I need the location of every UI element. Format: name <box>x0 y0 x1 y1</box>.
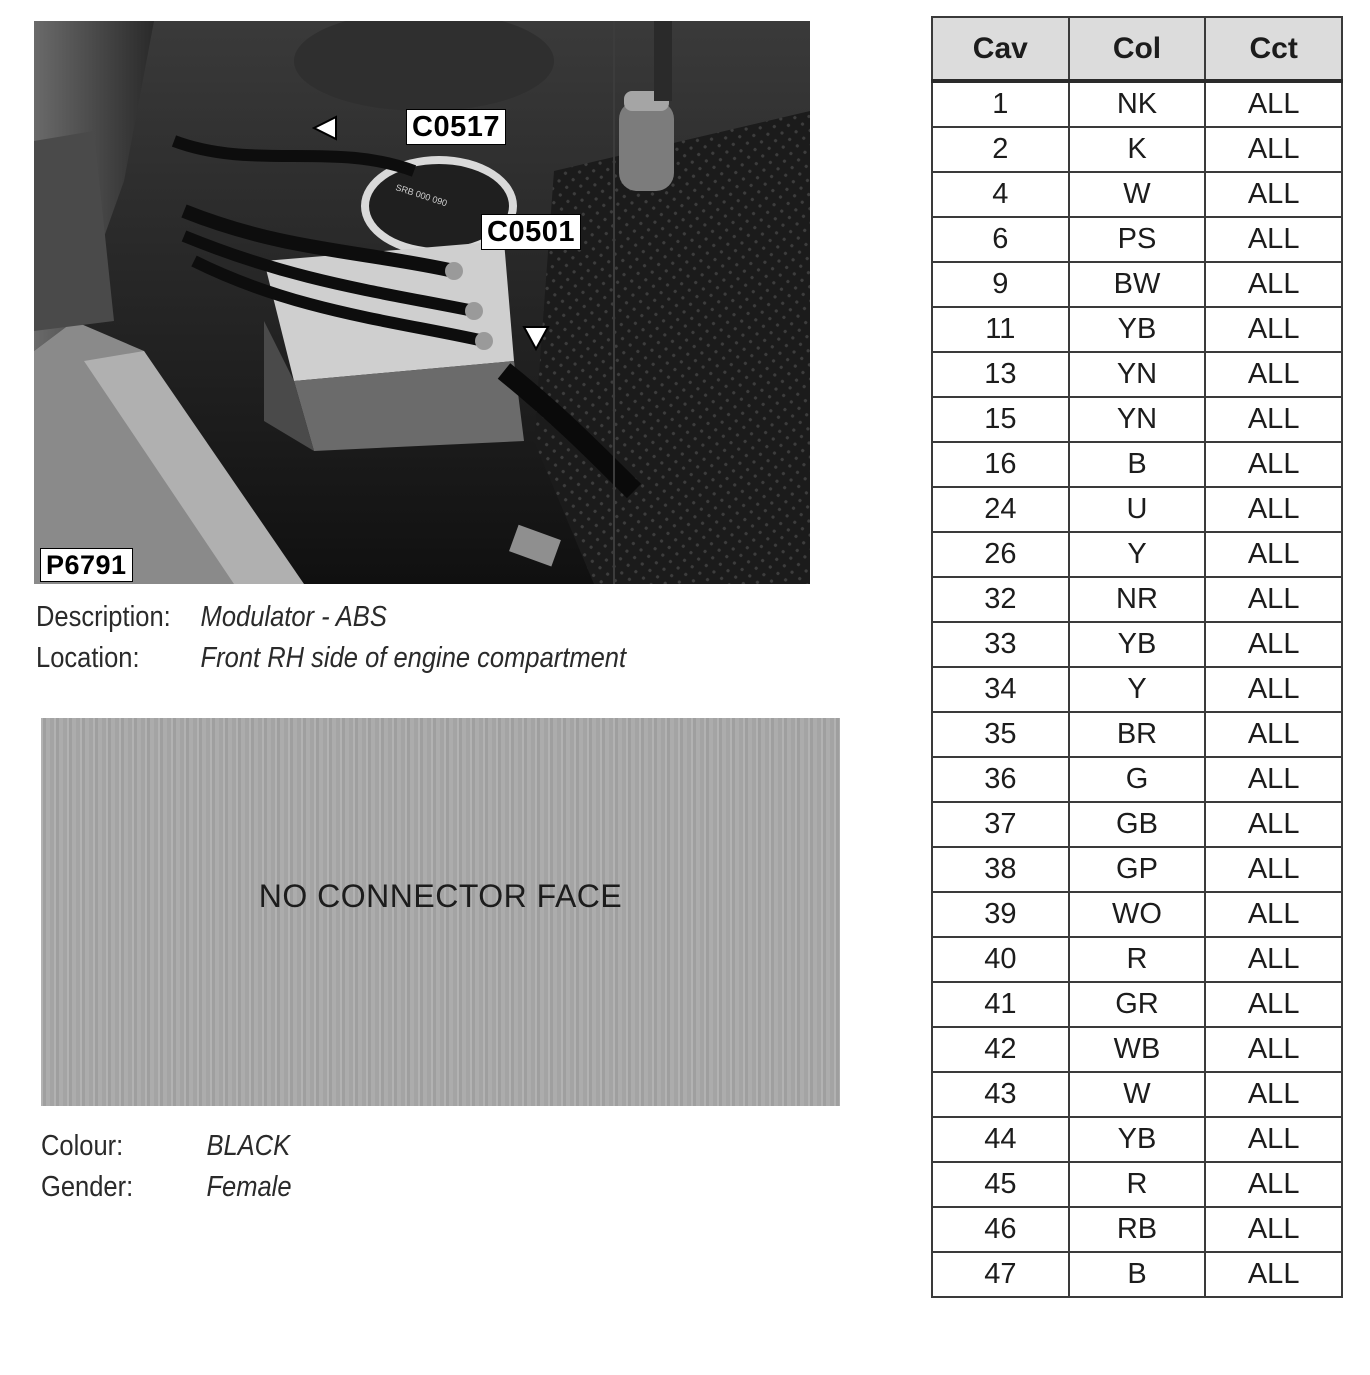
table-row <box>932 397 1342 442</box>
cavity-cell: 42 <box>932 1027 1069 1072</box>
table-row <box>932 127 1342 172</box>
wire-colour-cell: GR <box>1069 982 1206 1027</box>
description-value: Modulator - ABS <box>200 601 387 633</box>
cavity-cell: 33 <box>932 622 1069 667</box>
table-row <box>932 487 1342 532</box>
circuit-cell: ALL <box>1205 397 1342 442</box>
circuit-cell: ALL <box>1205 1252 1342 1297</box>
table-row <box>932 892 1342 937</box>
circuit-cell: ALL <box>1205 172 1342 217</box>
circuit-cell: ALL <box>1205 802 1342 847</box>
wire-colour-cell: PS <box>1069 217 1206 262</box>
wire-colour-cell: WB <box>1069 1027 1206 1072</box>
gender-label: Gender: <box>41 1171 134 1203</box>
cavity-cell: 37 <box>932 802 1069 847</box>
table-row <box>932 1207 1342 1252</box>
circuit-cell: ALL <box>1205 487 1342 532</box>
circuit-cell: ALL <box>1205 757 1342 802</box>
circuit-cell: ALL <box>1205 1207 1342 1252</box>
table-row <box>932 622 1342 667</box>
wire-colour-cell: G <box>1069 757 1206 802</box>
cavity-cell: 41 <box>932 982 1069 1027</box>
photo-reference-label: P6791 <box>40 548 133 582</box>
table-row <box>932 1252 1342 1297</box>
wire-colour-cell: RB <box>1069 1207 1206 1252</box>
cavity-cell: 44 <box>932 1117 1069 1162</box>
cavity-cell: 45 <box>932 1162 1069 1207</box>
location-label: Location: <box>36 642 140 674</box>
circuit-cell: ALL <box>1205 892 1342 937</box>
connector-face-text: NO CONNECTOR FACE <box>258 878 623 914</box>
circuit-cell: ALL <box>1205 217 1342 262</box>
wire-colour-cell: YB <box>1069 622 1206 667</box>
table-row <box>932 712 1342 757</box>
wire-colour-cell: YB <box>1069 307 1206 352</box>
connector-callout-c0517: C0517 <box>406 109 506 145</box>
wire-colour-cell: B <box>1069 1252 1206 1297</box>
cavity-cell: 9 <box>932 262 1069 307</box>
circuit-cell: ALL <box>1205 352 1342 397</box>
cavity-cell: 24 <box>932 487 1069 532</box>
cavity-cell: 32 <box>932 577 1069 622</box>
component-info <box>36 597 626 679</box>
component-location-photo <box>34 21 810 584</box>
table-row <box>932 217 1342 262</box>
location-value: Front RH side of engine compartment <box>200 642 627 674</box>
wire-colour-cell: R <box>1069 937 1206 982</box>
description-row <box>36 597 626 638</box>
cavity-cell: 40 <box>932 937 1069 982</box>
table-row <box>932 172 1342 217</box>
pinout-table <box>931 16 1343 1298</box>
wire-colour-cell: Y <box>1069 532 1206 577</box>
colour-label: Colour: <box>41 1130 124 1162</box>
c0501-pointer-icon <box>521 324 551 352</box>
cavity-cell: 6 <box>932 217 1069 262</box>
cavity-cell: 35 <box>932 712 1069 757</box>
table-row <box>932 352 1342 397</box>
circuit-cell: ALL <box>1205 1027 1342 1072</box>
cavity-cell: 39 <box>932 892 1069 937</box>
connector-callout-c0501: C0501 <box>481 214 581 250</box>
table-header-row <box>932 17 1342 81</box>
table-row <box>932 442 1342 487</box>
cavity-cell: 34 <box>932 667 1069 712</box>
circuit-cell: ALL <box>1205 1162 1342 1207</box>
description-label: Description: <box>36 601 171 633</box>
wire-colour-cell: YN <box>1069 352 1206 397</box>
wire-colour-cell: NR <box>1069 577 1206 622</box>
gender-row <box>41 1167 292 1208</box>
cavity-cell: 47 <box>932 1252 1069 1297</box>
wire-colour-cell: U <box>1069 487 1206 532</box>
wire-colour-cell: W <box>1069 1072 1206 1117</box>
connector-face-panel <box>41 718 840 1106</box>
table-row <box>932 81 1342 127</box>
wire-colour-cell: YB <box>1069 1117 1206 1162</box>
cavity-cell: 15 <box>932 397 1069 442</box>
cavity-cell: 38 <box>932 847 1069 892</box>
header-col: Col <box>1069 17 1206 81</box>
table-row <box>932 1162 1342 1207</box>
cavity-cell: 11 <box>932 307 1069 352</box>
cavity-cell: 13 <box>932 352 1069 397</box>
location-row <box>36 638 626 679</box>
wire-colour-cell: YN <box>1069 397 1206 442</box>
cavity-cell: 46 <box>932 1207 1069 1252</box>
cavity-cell: 2 <box>932 127 1069 172</box>
circuit-cell: ALL <box>1205 667 1342 712</box>
table-row <box>932 532 1342 577</box>
circuit-cell: ALL <box>1205 622 1342 667</box>
table-row <box>932 847 1342 892</box>
wire-colour-cell: K <box>1069 127 1206 172</box>
header-cav: Cav <box>932 17 1069 81</box>
table-row <box>932 937 1342 982</box>
circuit-cell: ALL <box>1205 847 1342 892</box>
table-row <box>932 1027 1342 1072</box>
cavity-cell: 36 <box>932 757 1069 802</box>
wire-colour-cell: NK <box>1069 81 1206 127</box>
pinout-table-body <box>932 81 1342 1297</box>
table-row <box>932 307 1342 352</box>
table-row <box>932 577 1342 622</box>
engine-bay-photo-illustration <box>34 21 810 584</box>
wire-colour-cell: GP <box>1069 847 1206 892</box>
table-row <box>932 757 1342 802</box>
table-row <box>932 982 1342 1027</box>
circuit-cell: ALL <box>1205 1072 1342 1117</box>
c0517-pointer-icon <box>312 114 340 142</box>
table-row <box>932 1072 1342 1117</box>
table-row <box>932 262 1342 307</box>
connector-info <box>41 1126 292 1208</box>
table-row <box>932 802 1342 847</box>
cavity-cell: 16 <box>932 442 1069 487</box>
svg-text:SRB 000 090: SRB 000 090 <box>394 182 449 209</box>
circuit-cell: ALL <box>1205 442 1342 487</box>
circuit-cell: ALL <box>1205 982 1342 1027</box>
wire-colour-cell: W <box>1069 172 1206 217</box>
circuit-cell: ALL <box>1205 307 1342 352</box>
wire-colour-cell: GB <box>1069 802 1206 847</box>
colour-value: BLACK <box>206 1130 291 1162</box>
wire-colour-cell: WO <box>1069 892 1206 937</box>
wire-colour-cell: BW <box>1069 262 1206 307</box>
wire-colour-cell: B <box>1069 442 1206 487</box>
circuit-cell: ALL <box>1205 532 1342 577</box>
circuit-cell: ALL <box>1205 81 1342 127</box>
circuit-cell: ALL <box>1205 127 1342 172</box>
wire-colour-cell: BR <box>1069 712 1206 757</box>
table-row <box>932 1117 1342 1162</box>
gender-value: Female <box>206 1171 292 1203</box>
header-cct: Cct <box>1205 17 1342 81</box>
wire-colour-cell: Y <box>1069 667 1206 712</box>
circuit-cell: ALL <box>1205 712 1342 757</box>
circuit-cell: ALL <box>1205 1117 1342 1162</box>
table-row <box>932 667 1342 712</box>
wire-colour-cell: R <box>1069 1162 1206 1207</box>
colour-row <box>41 1126 292 1167</box>
cavity-cell: 4 <box>932 172 1069 217</box>
circuit-cell: ALL <box>1205 262 1342 307</box>
circuit-cell: ALL <box>1205 937 1342 982</box>
cavity-cell: 43 <box>932 1072 1069 1117</box>
cavity-cell: 1 <box>932 81 1069 127</box>
cavity-cell: 26 <box>932 532 1069 577</box>
circuit-cell: ALL <box>1205 577 1342 622</box>
